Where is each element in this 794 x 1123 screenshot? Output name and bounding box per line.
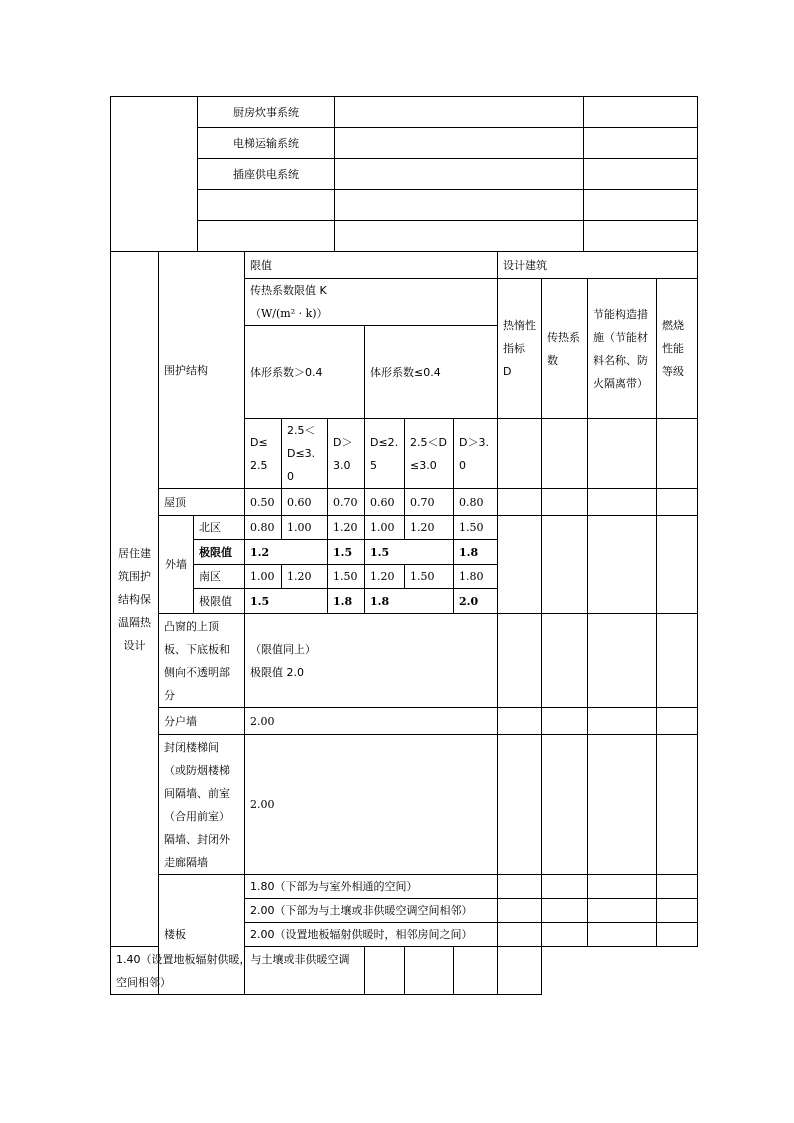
empty-cell (498, 614, 542, 708)
limit-header: 限值 (245, 252, 498, 279)
design-header: 设计建筑 (498, 252, 698, 279)
empty-cell (498, 419, 542, 489)
k-header-cell (245, 279, 498, 326)
empty-cell (335, 97, 584, 128)
empty-cell (657, 516, 698, 614)
value-cell: 1.20 (282, 565, 328, 589)
empty-cell (498, 899, 542, 923)
table-row (111, 190, 698, 221)
limit-value: 1.8 (328, 589, 365, 614)
d-range-cell: 2.5＜D≤3.0 (282, 419, 328, 489)
north-zone-label: 北区 (194, 516, 245, 540)
empty-cell (498, 947, 542, 995)
floor-value: 1.80（下部为与室外相通的空间） (245, 875, 498, 899)
limit-value: 1.2 (245, 540, 328, 565)
envelope-table (110, 251, 698, 995)
empty-cell (588, 735, 657, 875)
empty-cell (335, 221, 584, 252)
table-row (111, 947, 698, 995)
d-range-cell: 2.5＜D≤3.0 (405, 419, 454, 489)
empty-cell (588, 489, 657, 516)
floor-value: 2.00（设置地板辐射供暖时，相邻房间之间） (245, 923, 498, 947)
empty-cell (588, 708, 657, 735)
limit-value: 1.8 (454, 540, 498, 565)
empty-cell (365, 947, 405, 995)
empty-cell (335, 159, 584, 190)
empty-cell (542, 419, 588, 489)
table-row (111, 489, 698, 516)
empty-cell (588, 516, 657, 614)
empty-cell (542, 923, 588, 947)
bay-window-limit-cell (245, 614, 498, 708)
empty-cell (657, 489, 698, 516)
table-row (111, 708, 698, 735)
system-name-cell: 电梯运输系统 (198, 128, 335, 159)
value-cell: 1.50 (328, 565, 365, 589)
empty-cell (335, 190, 584, 221)
limit-value: 1.5 (328, 540, 365, 565)
d-range-cell: D≤2.5 (245, 419, 282, 489)
value-cell: 1.00 (282, 516, 328, 540)
value-cell: 1.20 (365, 565, 405, 589)
limit-value: 1.5 (365, 540, 454, 565)
empty-cell (542, 899, 588, 923)
system-name-cell (198, 221, 335, 252)
floor-value: 1.40（设置地板辐射供暖，与土壤或非供暖空调空间相邻） (111, 947, 365, 995)
value-cell: 1.50 (454, 516, 498, 540)
d-range-cell: D＞3.0 (454, 419, 498, 489)
table-row (111, 159, 698, 190)
empty-cell (542, 735, 588, 875)
limit-value: 1.8 (365, 589, 454, 614)
value-cell: 0.60 (282, 489, 328, 516)
empty-cell (498, 708, 542, 735)
d-range-cell: D＞3.0 (328, 419, 365, 489)
design-col-fire-rating: 燃烧性能等级 (657, 279, 698, 419)
value-cell: 1.20 (405, 516, 454, 540)
partition-wall-label: 分户墙 (159, 708, 245, 735)
empty-cell (584, 159, 698, 190)
empty-cell (498, 735, 542, 875)
shape-coef-le: 体形系数≤0.4 (365, 326, 498, 419)
empty-cell (657, 735, 698, 875)
value-cell: 1.20 (328, 516, 365, 540)
floor-value: 2.00（下部为与土壤或非供暖空调空间相邻） (245, 899, 498, 923)
d-range-cell: D≤2.5 (365, 419, 405, 489)
k-header-line1: 传热系数限值 K (250, 284, 327, 297)
table-row (111, 614, 698, 708)
value-cell: 0.70 (328, 489, 365, 516)
stair-wall-label: 封闭楼梯间（或防烟楼梯间隔墙、前室（合用前室）隔墙、封闭外走廊隔墙 (159, 735, 245, 875)
limit-label: 极限值 (194, 589, 245, 614)
table-row (111, 252, 698, 279)
empty-cell (657, 419, 698, 489)
limit-label: 极限值 (194, 540, 245, 565)
shape-coef-gt: 体形系数＞0.4 (245, 326, 365, 419)
design-col-energy-measure: 节能构造措施（节能材料名称、防火隔离带） (588, 279, 657, 419)
system-name-cell: 插座供电系统 (198, 159, 335, 190)
value-cell: 1.80 (454, 565, 498, 589)
empty-cell (454, 947, 498, 995)
system-name-cell: 厨房炊事系统 (198, 97, 335, 128)
systems-table (110, 96, 698, 252)
value-cell: 0.70 (405, 489, 454, 516)
value-cell: 1.50 (405, 565, 454, 589)
south-zone-label: 南区 (194, 565, 245, 589)
value-cell: 0.80 (454, 489, 498, 516)
envelope-structure-label: 围护结构 (159, 252, 245, 489)
empty-cell (657, 875, 698, 899)
empty-cell (657, 899, 698, 923)
empty-cell (588, 419, 657, 489)
design-col-thermal-inertia: 热惰性指标 D (498, 279, 542, 419)
table-row (111, 128, 698, 159)
empty-cell (657, 708, 698, 735)
value-cell: 1.00 (365, 516, 405, 540)
empty-cell (584, 128, 698, 159)
k-header-unit: （W/(m² · k)） (250, 307, 328, 320)
empty-cell (542, 875, 588, 899)
empty-cell (588, 923, 657, 947)
empty-cell (584, 97, 698, 128)
table-row (111, 221, 698, 252)
value-cell: 0.50 (245, 489, 282, 516)
empty-cell (542, 708, 588, 735)
limit-value: 1.5 (245, 589, 328, 614)
empty-cell (498, 489, 542, 516)
empty-cell (542, 614, 588, 708)
system-name-cell (198, 190, 335, 221)
stair-wall-value: 2.00 (245, 735, 498, 875)
empty-cell (405, 947, 454, 995)
value-cell: 0.80 (245, 516, 282, 540)
empty-cell (588, 614, 657, 708)
section-label-cell: 居住建筑围护结构保温隔热设计 (111, 252, 159, 947)
empty-cell (498, 516, 542, 614)
table-row (111, 516, 698, 540)
partition-wall-value: 2.00 (245, 708, 498, 735)
empty-cell (111, 97, 198, 252)
floor-label: 楼板 (159, 875, 245, 995)
empty-cell (588, 899, 657, 923)
empty-cell (335, 128, 584, 159)
bay-window-line1: （限值同上） (250, 642, 316, 656)
table-row (111, 735, 698, 875)
empty-cell (498, 923, 542, 947)
wall-label: 外墙 (159, 516, 194, 614)
design-col-heat-transfer: 传热系数 (542, 279, 588, 419)
bay-window-label: 凸窗的上顶板、下底板和侧向不透明部分 (159, 614, 245, 708)
empty-cell (657, 614, 698, 708)
table-row (111, 875, 698, 899)
empty-cell (498, 875, 542, 899)
table-row (111, 97, 698, 128)
limit-value: 2.0 (454, 589, 498, 614)
empty-cell (542, 489, 588, 516)
empty-cell (542, 516, 588, 614)
empty-cell (657, 923, 698, 947)
bay-window-line2: 极限值 2.0 (250, 665, 304, 679)
value-cell: 0.60 (365, 489, 405, 516)
empty-cell (584, 221, 698, 252)
empty-cell (584, 190, 698, 221)
value-cell: 1.00 (245, 565, 282, 589)
roof-label: 屋顶 (159, 489, 245, 516)
empty-cell (588, 875, 657, 899)
